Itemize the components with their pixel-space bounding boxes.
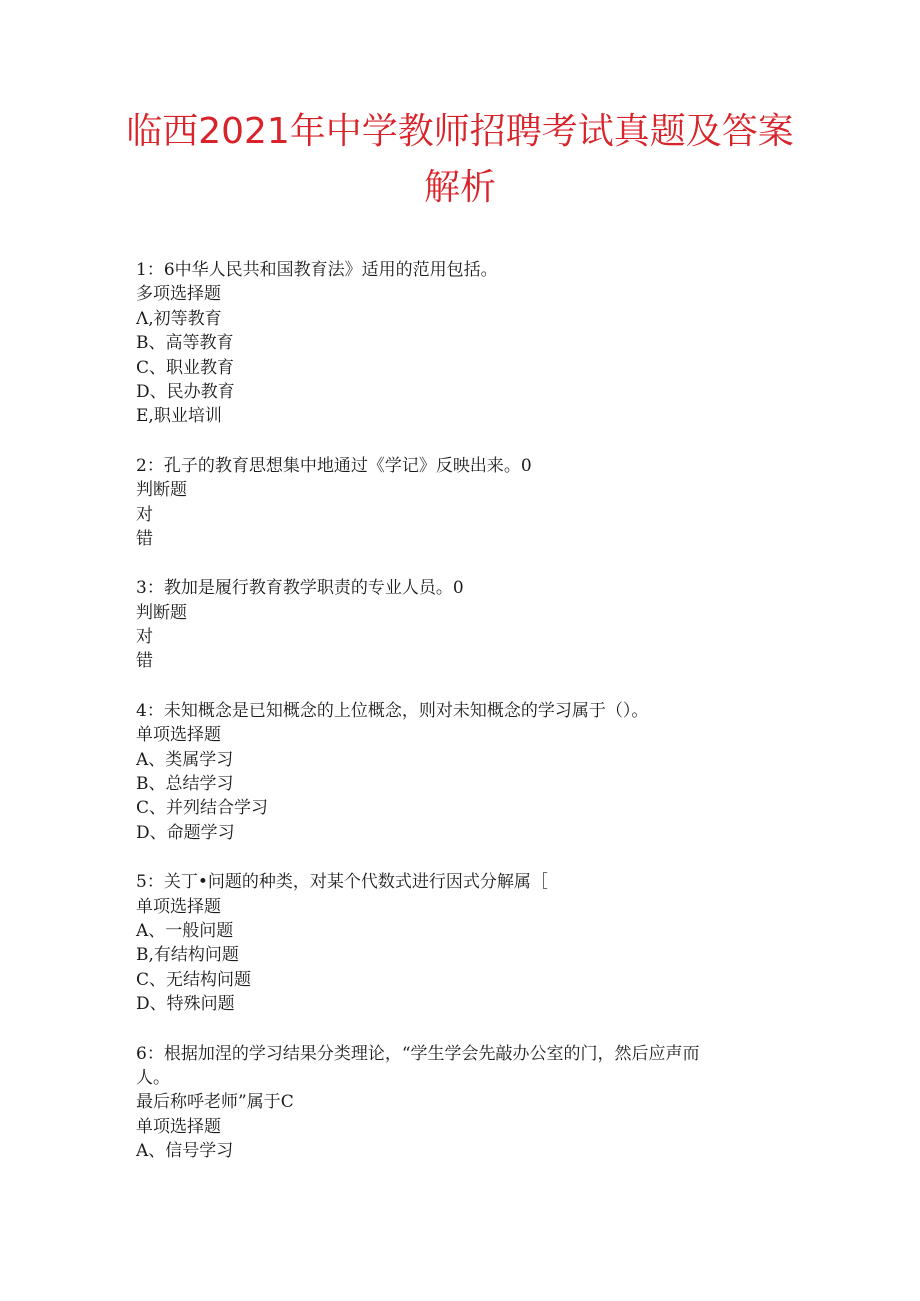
question-2 <box>136 454 796 552</box>
option-d: D、特殊问题 <box>136 994 235 1015</box>
document-title: 临西2021年中学教师招聘考试真题及答案 <box>126 111 794 152</box>
option-false: 错 <box>136 528 153 549</box>
question-type: 单项选择题 <box>136 1116 221 1137</box>
question-4 <box>136 699 796 845</box>
option-true: 对 <box>136 504 153 525</box>
question-stem: 5：关丁•问题的种类，对某个代数式进行因式分解属［ <box>136 872 548 893</box>
question-6 <box>136 1042 796 1164</box>
option-b: B、总结学习 <box>136 774 234 795</box>
question-stem: 2：孔子的教育思想集中地通过《学记》反映出来。0 <box>136 455 532 476</box>
option-c: C、并列结合学习 <box>136 798 269 819</box>
question-5 <box>136 870 796 1016</box>
question-1 <box>136 258 796 429</box>
option-c: C、无结构问题 <box>136 969 252 990</box>
question-stem: 4：未知概念是已知概念的上位概念，则对未知概念的学习属于（）。 <box>136 700 649 721</box>
option-e: E,职业培训 <box>136 406 222 427</box>
question-type: 单项选择题 <box>136 896 221 917</box>
question-stem: 1：6中华人民共和国教育法》适用的范用包括。 <box>136 260 498 280</box>
option-false: 错 <box>136 651 153 672</box>
option-a: A、信号学习 <box>136 1141 234 1162</box>
option-d: D、命题学习 <box>136 822 235 843</box>
option-a: A、类属学习 <box>136 749 234 770</box>
option-c: C、职业教育 <box>136 357 235 378</box>
question-type: 判断题 <box>136 480 187 501</box>
option-a: A、一般问题 <box>136 920 234 941</box>
question-stem: 3：教加是履行教育教学职责的专业人员。0 <box>136 578 464 599</box>
question-type: 多项选择题 <box>136 284 221 305</box>
question-stem-continued: 人。 <box>136 1067 170 1088</box>
question-stem: 6：根据加涅的学习结果分类理论，“学生学会先敲办公室的门，然后应声而 <box>136 1043 700 1064</box>
question-type: 判断题 <box>136 602 187 623</box>
option-b: B,有结构问题 <box>136 945 239 966</box>
question-list <box>136 258 796 1189</box>
option-true: 对 <box>136 627 153 648</box>
question-type: 单项选择题 <box>136 725 221 746</box>
question-stem-continued: 最后称呼老师”属于C <box>136 1092 294 1113</box>
option-b: B、高等教育 <box>136 333 234 354</box>
option-a: Λ,初等教育 <box>136 308 222 329</box>
document-title-continued: 解析 <box>423 167 496 208</box>
option-d: D、民办教育 <box>136 381 235 402</box>
question-3 <box>136 576 796 674</box>
